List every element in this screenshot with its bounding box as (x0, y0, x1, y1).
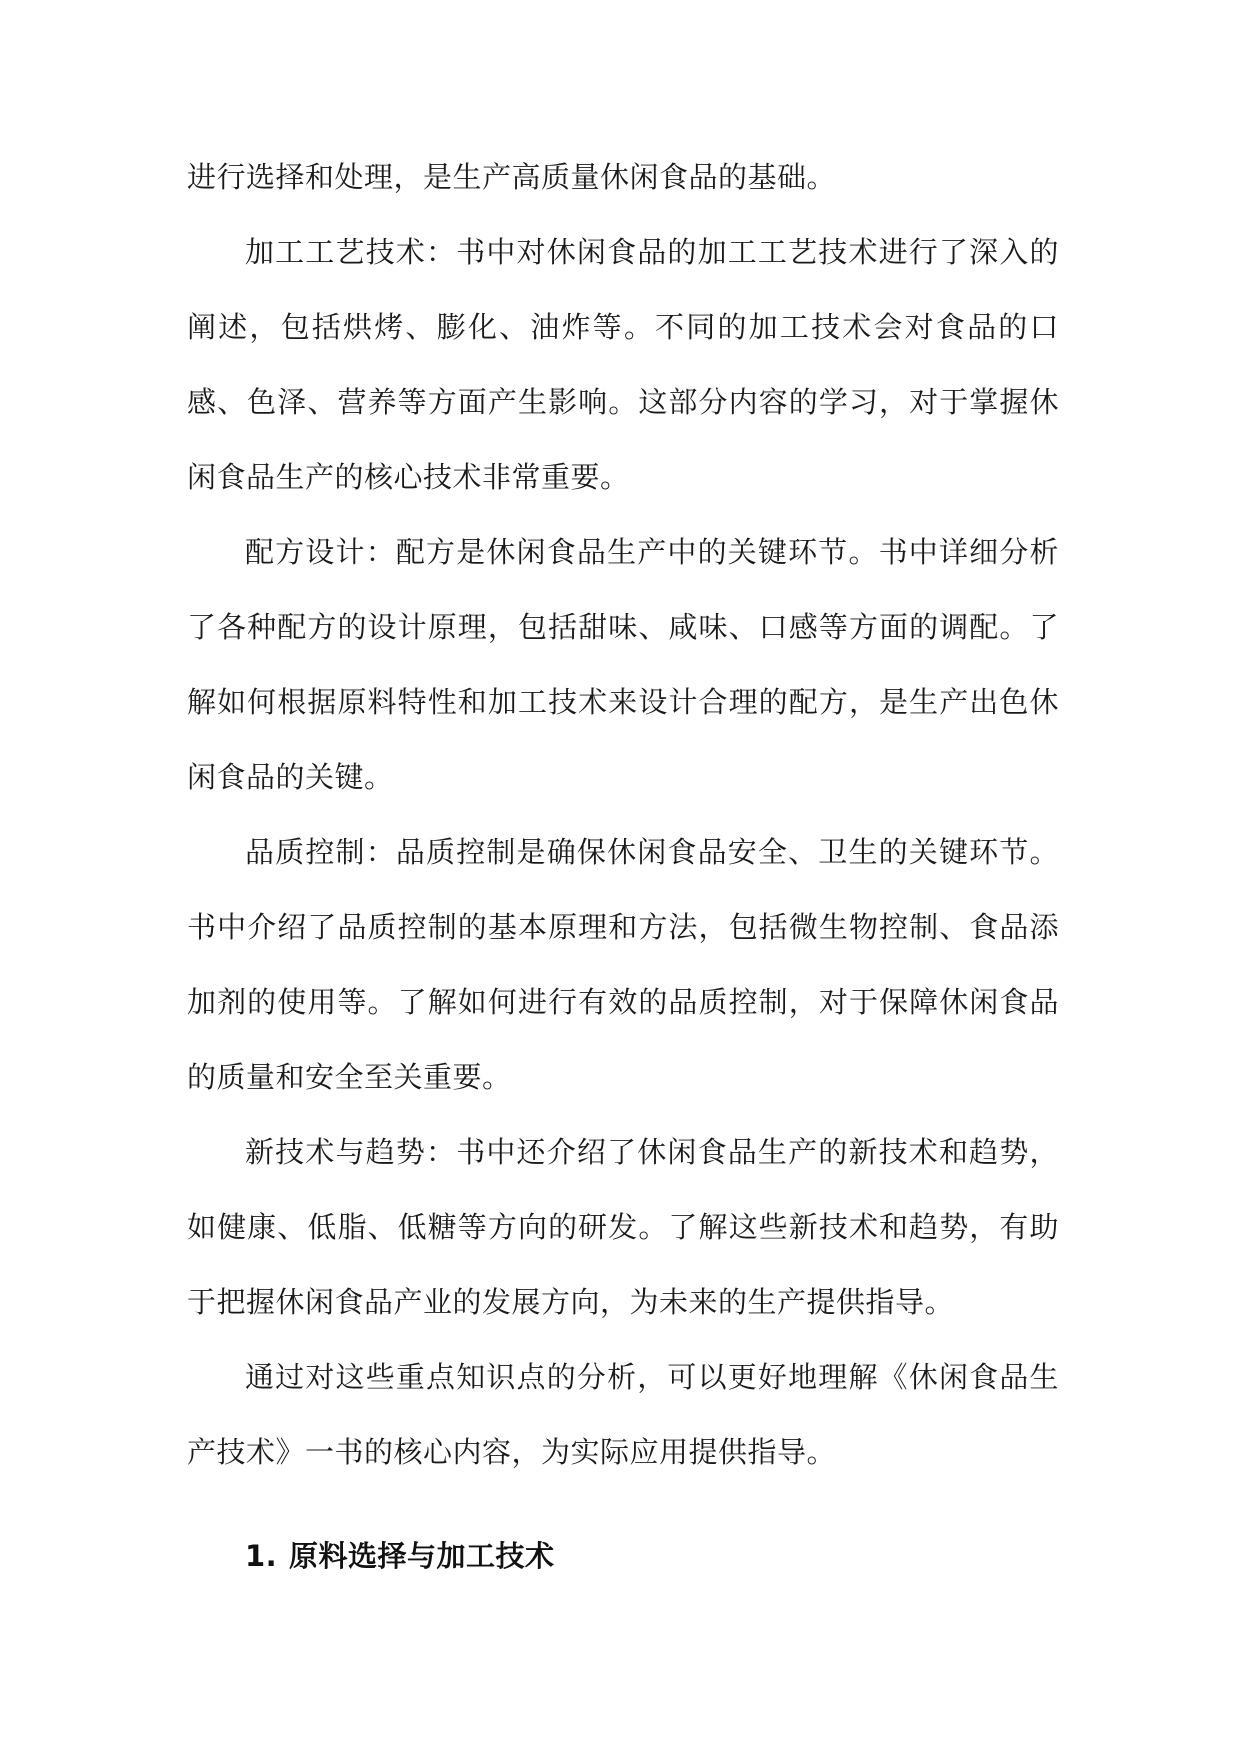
paragraph-continued: 进行选择和处理，是生产高质量休闲食品的基础。 (187, 160, 837, 194)
document-body (187, 140, 1059, 1594)
paragraph-quality-control: 品质控制：品质控制是确保休闲食品安全、卫生的关键环节。书中介绍了品质控制的基本原理和方法，包括微生物控制、食品添加剂的使用等。了解如何进行有效的品质控制，对于保障休闲食品的质量和安全至关重要。 (187, 835, 1059, 1094)
paragraph-processing-technology: 加工工艺技术：书中对休闲食品的加工工艺技术进行了深入的阐述，包括烘烤、膨化、油炸等。不同的加工技术会对食品的口感、色泽、营养等方面产生影响。这部分内容的学习，对于掌握休闲食品生产的核心技术非常重要。 (187, 235, 1059, 494)
paragraph-new-technology: 新技术与趋势：书中还介绍了休闲食品生产的新技术和趋势，如健康、低脂、低糖等方向的研发。了解这些新技术和趋势，有助于把握休闲食品产业的发展方向，为未来的生产提供指导。 (187, 1135, 1059, 1319)
section-number: 1. (245, 1539, 278, 1573)
paragraph-formula-design: 配方设计：配方是休闲食品生产中的关键环节。书中详细分析了各种配方的设计原理，包括甜味、咸味、口感等方面的调配。了解如何根据原料特性和加工技术来设计合理的配方，是生产出色休闲食品的关键。 (187, 535, 1059, 794)
paragraph-summary: 通过对这些重点知识点的分析，可以更好地理解《休闲食品生产技术》一书的核心内容，为实际应用提供指导。 (187, 1360, 1059, 1469)
section-heading (187, 1519, 1059, 1594)
section-title: 原料选择与加工技术 (289, 1539, 555, 1573)
